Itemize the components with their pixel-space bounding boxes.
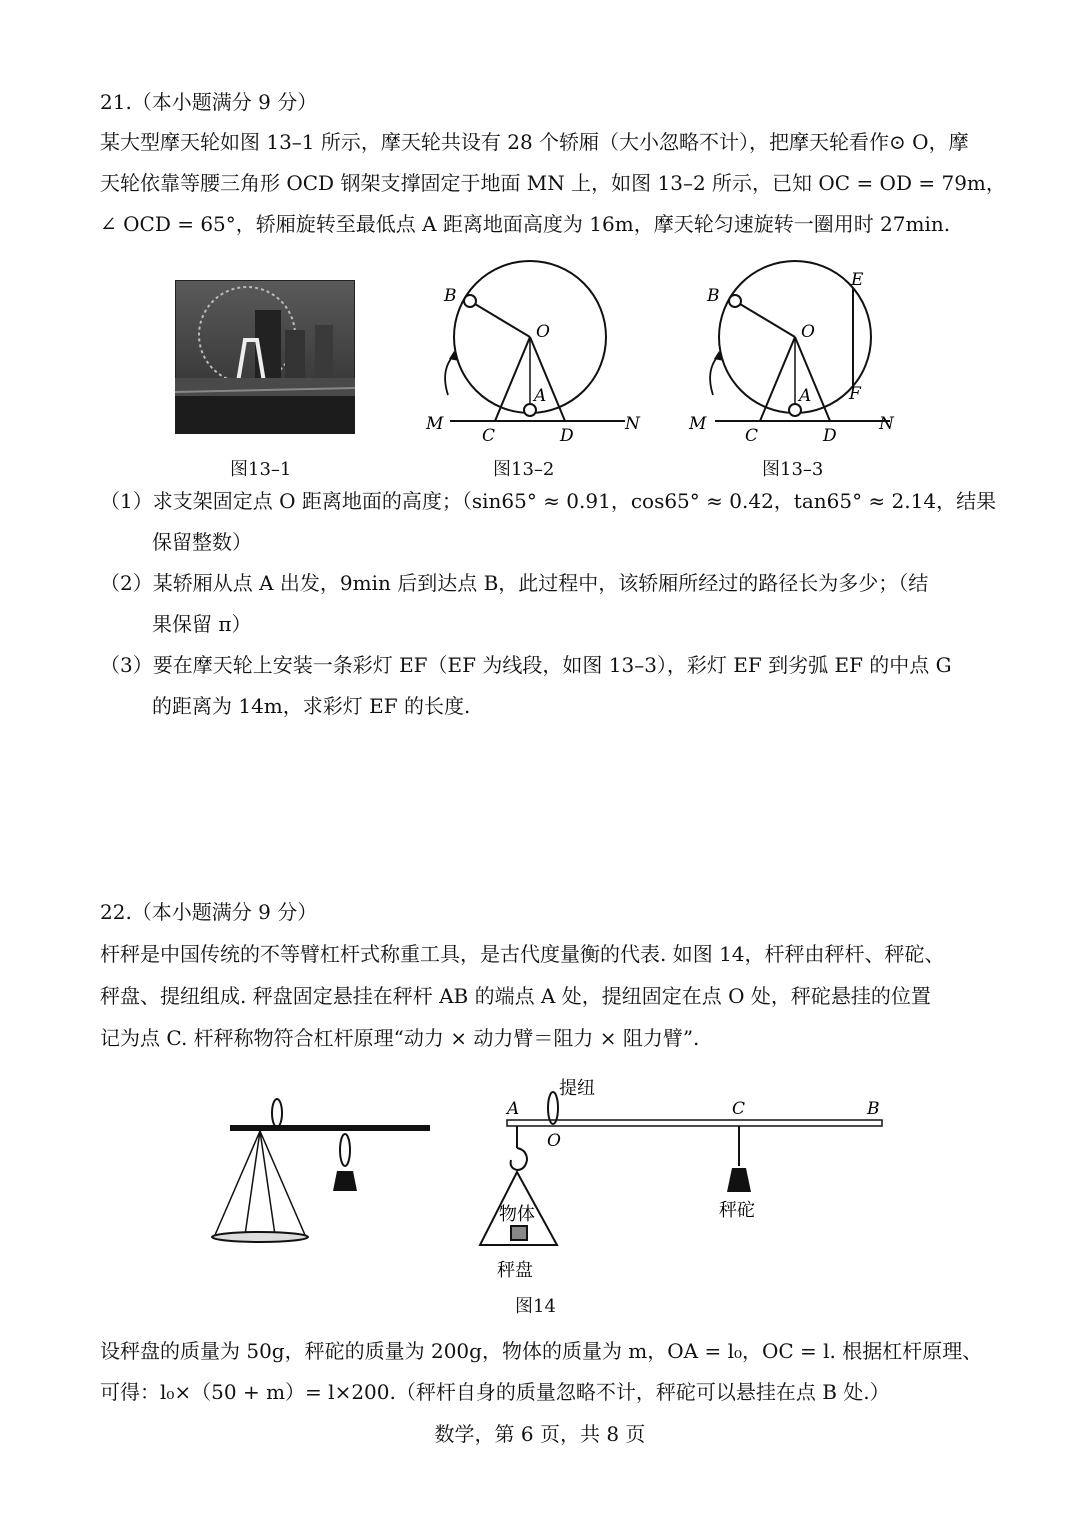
- fig13-3-segment-ob: [735, 301, 795, 337]
- ferris-wheel-photo: [175, 280, 355, 434]
- fig14-label-lifting-cord: 提纽: [559, 1078, 595, 1099]
- fig14-label-c: C: [732, 1099, 746, 1119]
- q21-paragraph-line-1: 某大型摩天轮如图 13–1 所示，摩天轮共设有 28 个轿厢（大小忽略不计），把摩天轮看作⊙ O，摩: [100, 130, 969, 154]
- fig13-3-diagram: [685, 255, 915, 445]
- steelyard-sketch-beam: [230, 1125, 430, 1131]
- q21-paragraph-line-2: 天轮依靠等腰三角形 OCD 钢架支撑固定于地面 MN 上，如图 13–2 所示，已知 OC = OD = 79m，: [100, 171, 1006, 195]
- fig14-label-object: 物体: [499, 1204, 535, 1225]
- fig13-3-label-e: E: [851, 270, 864, 290]
- fig13-2-label-d: D: [560, 426, 574, 445]
- q21-sub3-line-1: （3）要在摩天轮上安装一条彩灯 EF（EF 为线段，如图 13–3），彩灯 EF 到劣弧 EF 的中点 G: [100, 653, 952, 677]
- fig14-object-block: [511, 1226, 527, 1240]
- fig13-2-caption: 图13–2: [493, 459, 555, 480]
- fig13-3-rotation-arrow: [710, 355, 719, 395]
- fig13-2-diagram: [420, 255, 650, 445]
- steelyard-sketch-pan: [212, 1232, 308, 1242]
- q21-sub2-line-2: 果保留 π）: [152, 612, 252, 636]
- q21-sub3-line-2: 的距离为 14m，求彩灯 EF 的长度.: [152, 694, 471, 718]
- q21-paragraph-line-3: ∠ OCD = 65°，轿厢旋转至最低点 A 距离地面高度为 16m，摩天轮匀速旋转一圈用时 27min.: [100, 212, 951, 236]
- ferris-wheel-photo-image: [175, 280, 355, 434]
- fig13-3-label-f: F: [849, 384, 861, 404]
- fig14-beam-ab: [507, 1120, 882, 1126]
- fig13-2-rotation-arrow: [445, 355, 454, 395]
- q21-title: 21.（本小题满分 9 分）: [100, 90, 318, 114]
- fig14-lifting-cord: [548, 1092, 558, 1124]
- fig14-label-b: B: [867, 1099, 880, 1119]
- fig13-2-label-m: M: [426, 414, 444, 434]
- fig13-3-point-b: [729, 295, 741, 307]
- fig13-2-label-a: A: [534, 386, 547, 406]
- fig13-1-caption: 图13–1: [230, 459, 292, 480]
- fig13-2-point-b: [464, 295, 476, 307]
- q21-sub1-line-2: 保留整数）: [152, 530, 252, 554]
- fig14-label-a: A: [507, 1099, 520, 1119]
- fig13-3-label-m: M: [689, 414, 707, 434]
- fig14-hook: [511, 1148, 527, 1170]
- steelyard-sketch-lifting-cord: [272, 1099, 282, 1127]
- fig14-label-weight: 秤砣: [719, 1200, 755, 1221]
- steelyard-sketch-weight-cord: [340, 1134, 350, 1166]
- q21-sub2-line-1: （2）某轿厢从点 A 出发，9min 后到达点 B，此过程中，该轿厢所经过的路径长为多少；（结: [100, 571, 929, 595]
- fig13-3-label-a: A: [799, 386, 812, 406]
- steelyard-sketch-weight: [333, 1171, 357, 1191]
- q21-sub1-line-1: （1）求支架固定点 O 距离地面的高度；（sin65° ≈ 0.91，cos65° ≈ 0.42，tan65° ≈ 2.14，结果: [100, 489, 997, 513]
- q22-title: 22.（本小题满分 9 分）: [100, 900, 318, 924]
- fig13-3-label-o: O: [801, 322, 815, 342]
- fig13-2-label-o: O: [536, 322, 550, 342]
- fig13-3-label-n: N: [879, 414, 894, 434]
- fig13-2-segment-ob: [470, 301, 530, 337]
- q22-paragraph-line-5: 可得：l₀×（50 + m）= l×200.（秤杆自身的质量忽略不计，秤砣可以悬挂在点 B 处.）: [100, 1380, 890, 1404]
- q22-paragraph-line-2: 秤盘、提纽组成. 秤盘固定悬挂在秤杆 AB 的端点 A 处，提纽固定在点 O 处，秤砣悬挂的位置: [100, 984, 931, 1008]
- steelyard-sketch: [205, 1095, 435, 1255]
- q22-paragraph-line-1: 杆秤是中国传统的不等臂杠杆式称重工具，是古代度量衡的代表. 如图 14，杆秤由秤杆、秤砣、: [100, 942, 945, 966]
- fig14-weight: [727, 1168, 751, 1192]
- page-footer: 数学，第 6 页，共 8 页: [434, 1422, 646, 1446]
- fig13-3-label-c: C: [745, 426, 759, 445]
- fig14-label-pan: 秤盘: [497, 1260, 533, 1281]
- fig14-diagram: [475, 1070, 895, 1285]
- fig13-2-label-c: C: [482, 426, 496, 445]
- fig13-2-label-n: N: [625, 414, 640, 434]
- fig14-label-o: O: [547, 1131, 561, 1151]
- q22-paragraph-line-3: 记为点 C. 杆秤称物符合杠杆原理“动力 × 动力臂＝阻力 × 阻力臂”.: [100, 1026, 700, 1050]
- q22-paragraph-line-4: 设秤盘的质量为 50g，秤砣的质量为 200g，物体的质量为 m，OA = l₀，OC = l. 根据杠杆原理、: [100, 1339, 983, 1363]
- fig13-2-label-b: B: [444, 286, 457, 306]
- fig14-caption: 图14: [515, 1296, 556, 1317]
- fig13-3-label-b: B: [707, 286, 720, 306]
- fig13-3-label-d: D: [823, 426, 837, 445]
- fig13-3-caption: 图13–3: [762, 459, 824, 480]
